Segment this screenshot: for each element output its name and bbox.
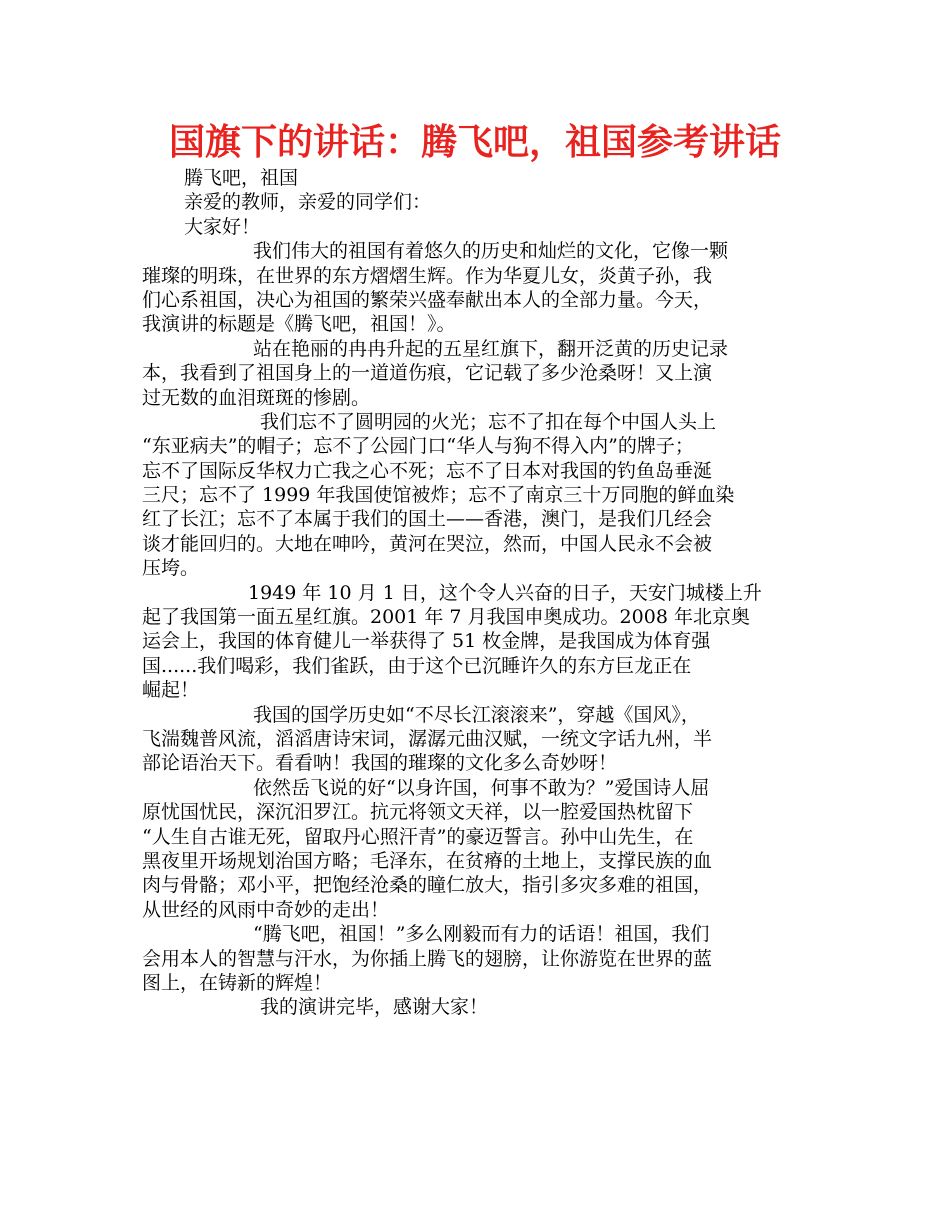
opening-line: 腾飞吧，祖国 bbox=[184, 167, 299, 189]
paragraph-line: 谈才能回归的。大地在呻吟，黄河在哭泣，然而，中国人民永不会被 bbox=[142, 532, 713, 555]
paragraph-line: 压垮。 bbox=[142, 557, 200, 580]
paragraph-line: 我们忘不了圆明园的火光；忘不了扣在每个中国人头上 bbox=[260, 410, 717, 433]
paragraph-line: 崛起！ bbox=[142, 679, 200, 702]
paragraph-line: 三尺；忘不了 1999 年我国使馆被炸；忘不了南京三十万同胞的鲜血染 bbox=[142, 484, 735, 507]
document-body bbox=[142, 166, 812, 1020]
paragraph-line: 黑夜里开场规划治国方略；毛泽东，在贫瘠的土地上，支撑民族的血 bbox=[142, 849, 713, 872]
paragraph-line: 我们伟大的祖国有着悠久的历史和灿烂的文化，它像一颗 bbox=[253, 240, 729, 263]
paragraph-line: 原忧国忧民，深沉汨罗江。抗元将领文天祥，以一腔爱国热枕留下 bbox=[142, 801, 694, 824]
closing-line: 我的演讲完毕，感谢大家！ bbox=[260, 996, 489, 1019]
paragraph-line: 过无数的血泪斑斑的惨剧。 bbox=[142, 386, 371, 409]
paragraph-line: 部论语治天下。看看呐！我国的璀璨的文化多么奇妙呀！ bbox=[142, 752, 618, 775]
paragraph-line: “腾飞吧，祖国！”多么刚毅而有力的话语！祖国，我们 bbox=[253, 923, 710, 946]
paragraph-line: 从世经的风雨中奇妙的走出！ bbox=[142, 898, 390, 921]
paragraph-line: 站在艳丽的冉冉升起的五星红旗下，翻开泛黄的历史记录 bbox=[253, 337, 729, 360]
paragraph-line: 我演讲的标题是《腾飞吧，祖国！》。 bbox=[142, 313, 456, 336]
paragraph-line: “东亚病夫”的帽子；忘不了公园门口“华人与狗不得入内”的牌子； bbox=[142, 435, 694, 458]
paragraph-line: 们心系祖国，决心为祖国的繁荣兴盛奉献出本人的全部力量。今天， bbox=[142, 288, 713, 311]
paragraph-line: 运会上，我国的体育健儿一举获得了 51 枚金牌，是我国成为体育强 bbox=[142, 630, 711, 653]
opening-line: 亲爱的教师，亲爱的同学们： bbox=[184, 191, 432, 214]
paragraph-line: 红了长江；忘不了本属于我们的国土——香港，澳门，是我们几经会 bbox=[142, 508, 713, 531]
paragraph-line: 我国的国学历史如“不尽长江滚滚来”，穿越《国风》， bbox=[253, 703, 700, 726]
paragraph-line: 飞湍魏普风流，滔滔唐诗宋词，潺潺元曲汉赋，一统文字话九州，半 bbox=[142, 727, 713, 750]
paragraph-line: 国......我们喝彩，我们雀跃，由于这个已沉睡许久的东方巨龙正在 bbox=[142, 654, 692, 677]
paragraph-line: 依然岳飞说的好“以身许国，何事不敢为？”爱国诗人屈 bbox=[253, 776, 710, 799]
paragraph-line: 忘不了国际反华权力亡我之心不死；忘不了日本对我国的钓鱼岛垂涎 bbox=[142, 459, 713, 482]
paragraph-line: 会用本人的智慧与汗水，为你插上腾飞的翅膀，让你游览在世界的蓝 bbox=[142, 947, 713, 970]
paragraph-line: 1949 年 10 月 1 日，这个令人兴奋的日子，天安门城楼上升 bbox=[248, 581, 762, 604]
paragraph-line: 图上，在铸新的辉煌！ bbox=[142, 971, 333, 994]
opening-line: 大家好！ bbox=[184, 215, 261, 238]
paragraph-line: 起了我国第一面五星红旗。2001 年 7 月我国申奥成功。2008 年北京奥 bbox=[142, 606, 750, 629]
paragraph-line: “人生自古谁无死，留取丹心照汗青”的豪迈誓言。孙中山先生，在 bbox=[142, 825, 694, 848]
paragraph-line: 璀璨的明珠，在世界的东方熠熠生辉。作为华夏儿女，炎黄子孙，我 bbox=[142, 264, 713, 287]
paragraph-line: 肉与骨骼；邓小平，把饱经沧桑的瞳仁放大，指引多灾多难的祖国， bbox=[142, 874, 713, 897]
document-title: 国旗下的讲话：腾飞吧，祖国参考讲话 bbox=[168, 122, 781, 163]
paragraph-line: 本，我看到了祖国身上的一道道伤痕，它记载了多少沧桑呀！又上演 bbox=[142, 362, 713, 385]
